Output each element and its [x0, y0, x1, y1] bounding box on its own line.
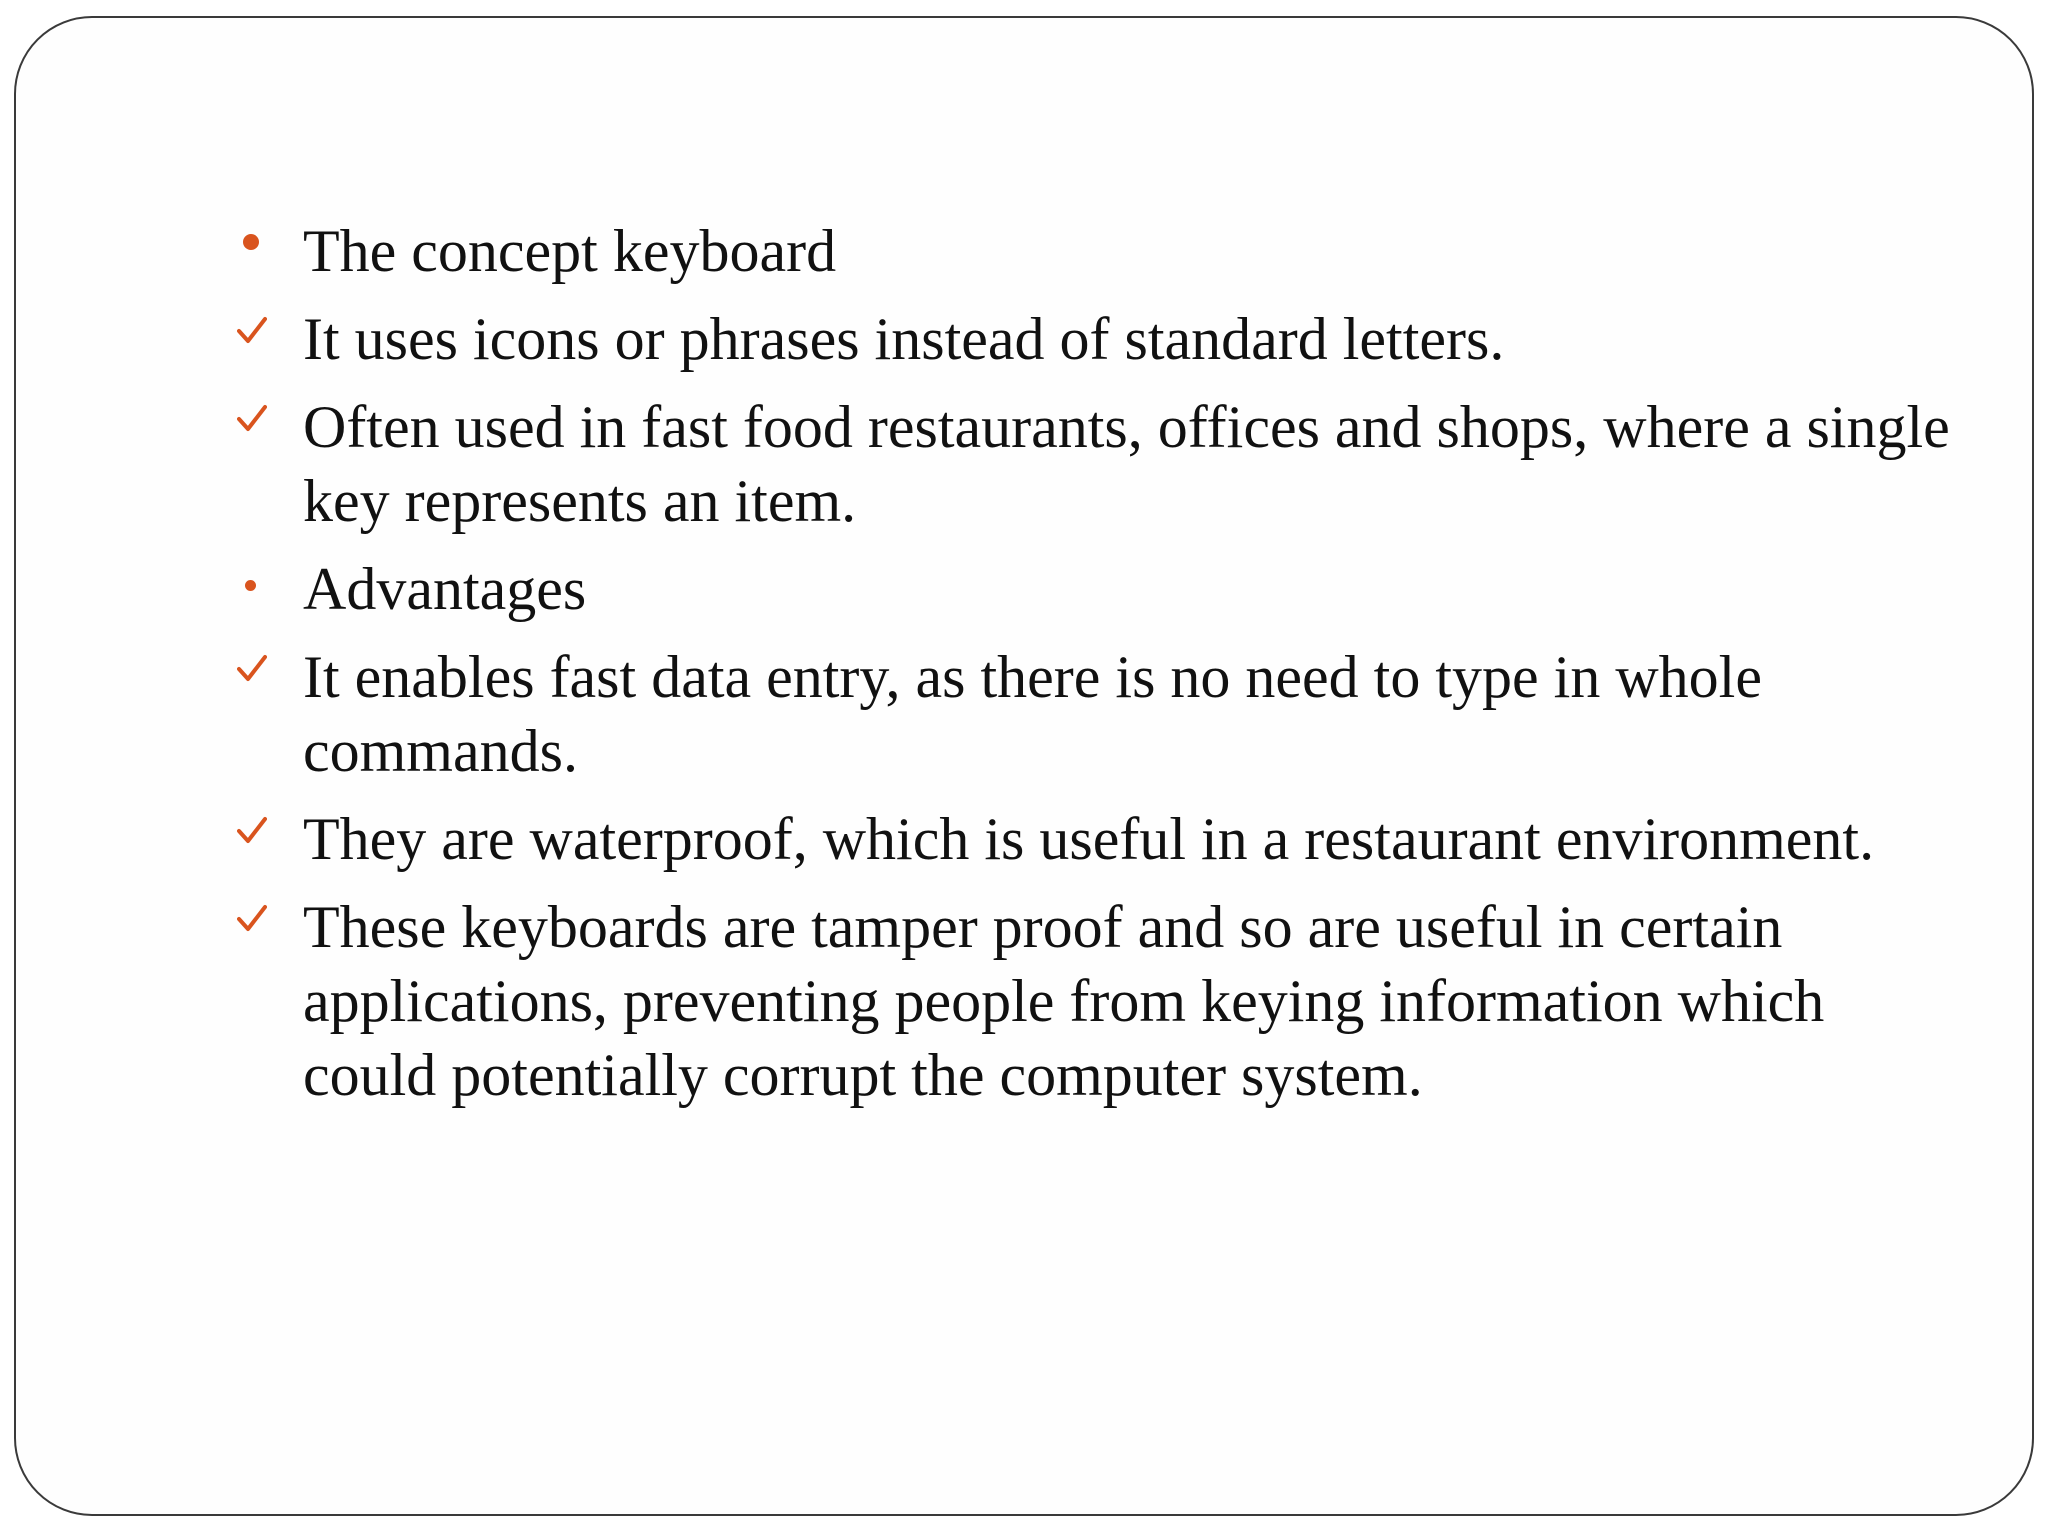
checkmark-icon: [231, 802, 271, 876]
bullet-icon: [231, 214, 271, 288]
bullet-list: [231, 214, 1971, 1126]
list-item-tamper-proof: [231, 890, 1971, 1112]
list-item-text: Advantages: [303, 556, 587, 622]
list-item-text: It uses icons or phrases instead of standard letters.: [303, 306, 1505, 372]
list-item-text: Often used in fast food restaurants, offices and shops, where a single key represents an item.: [303, 394, 1950, 534]
list-item-concept-keyboard: [231, 214, 1971, 288]
list-item-text: It enables fast data entry, as there is no need to type in whole commands.: [303, 644, 1762, 784]
slide-frame: [14, 16, 2034, 1516]
list-item-advantages: [231, 552, 1971, 626]
list-item-text: The concept keyboard: [303, 218, 837, 284]
checkmark-icon: [231, 640, 271, 714]
bullet-icon: [231, 552, 271, 626]
list-item-text: They are waterproof, which is useful in a restaurant environment.: [303, 806, 1875, 872]
checkmark-icon: [231, 302, 271, 376]
list-item-fast-food: [231, 390, 1971, 538]
list-item-waterproof: [231, 802, 1971, 876]
list-item-fast-entry: [231, 640, 1971, 788]
checkmark-icon: [231, 890, 271, 964]
list-item-icons-phrases: [231, 302, 1971, 376]
list-item-text: These keyboards are tamper proof and so are useful in certain applications, preventing people from keying information which could potentially corrupt the computer system.: [303, 894, 1825, 1108]
checkmark-icon: [231, 390, 271, 464]
